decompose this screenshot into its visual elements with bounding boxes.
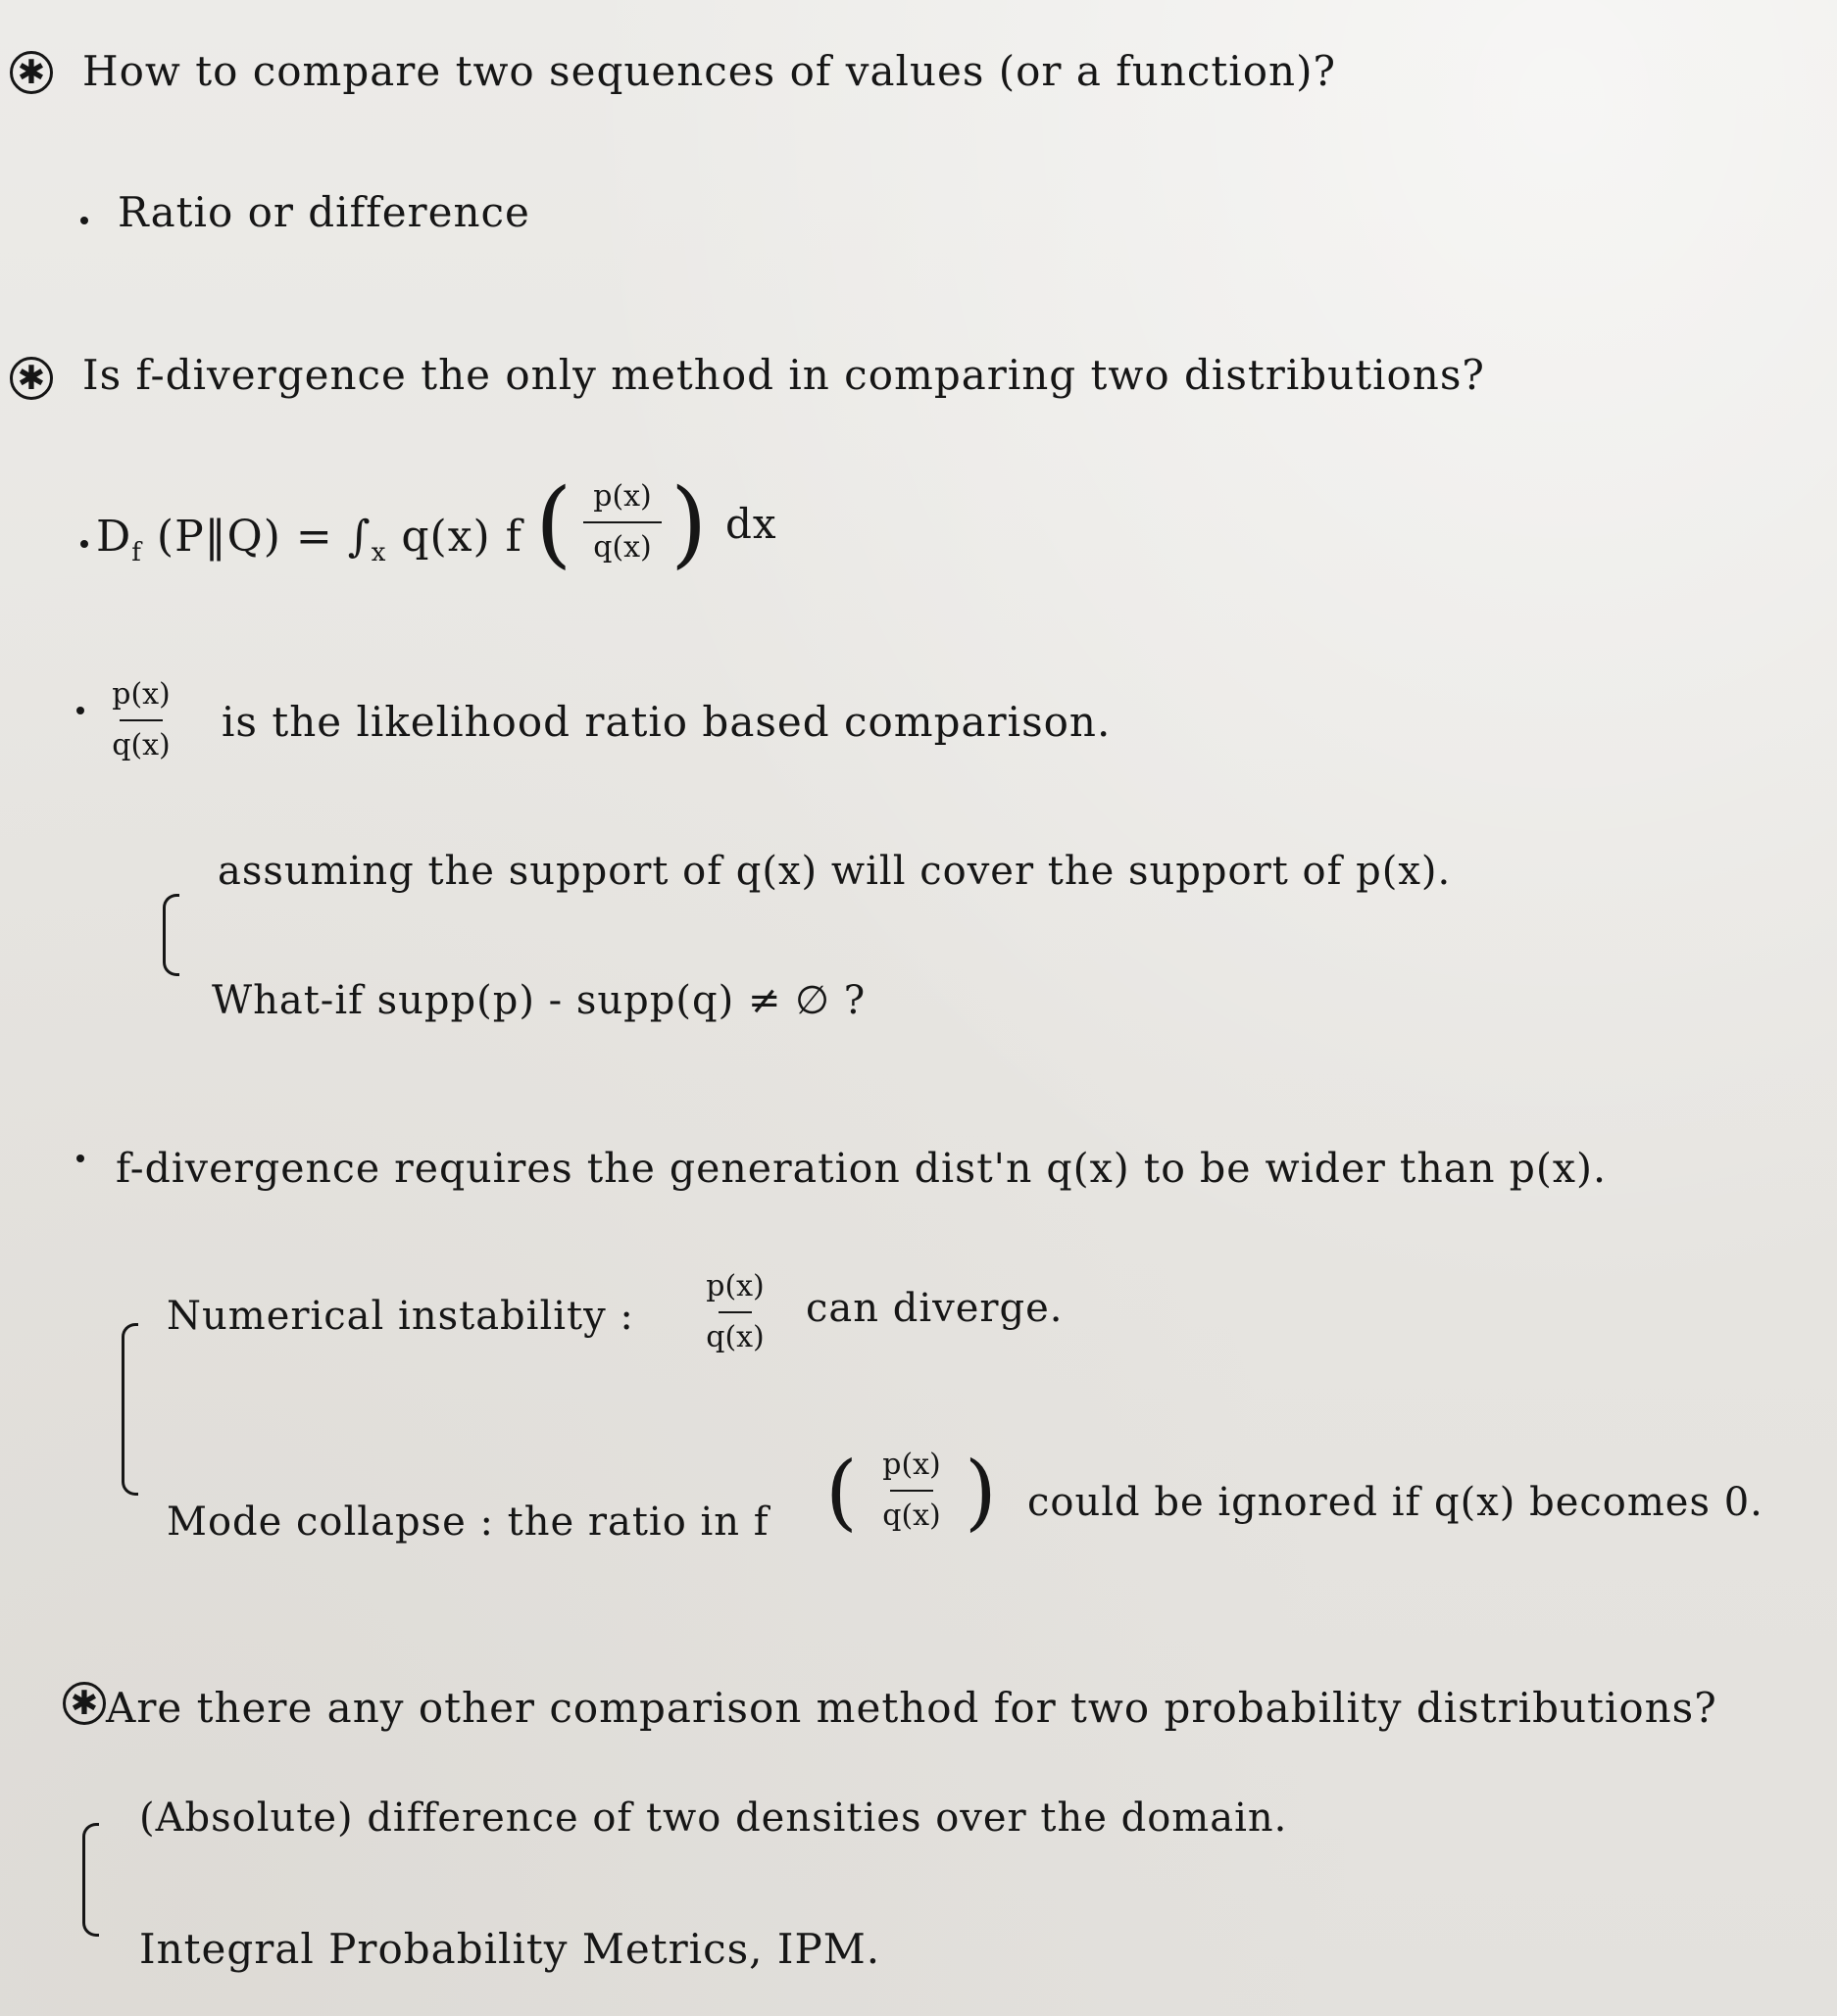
ipm-item: Integral Probability Metrics, IPM. — [139, 1925, 881, 1973]
fraction-bar — [719, 1311, 752, 1313]
bullet-dot — [76, 707, 84, 714]
fraction-denominator: q(x) — [112, 728, 171, 762]
support-assumption: assuming the support of q(x) will cover the support of p(x). — [218, 849, 1452, 894]
bullet-dot — [80, 540, 88, 548]
fraction-bar — [890, 1490, 933, 1492]
asterisk-icon: ✱ — [10, 357, 53, 400]
asterisk-icon: ✱ — [63, 1682, 106, 1725]
bracket — [122, 1323, 138, 1496]
right-parenthesis: ) — [670, 468, 708, 578]
formula-lhs: D — [96, 512, 132, 562]
formula-dx: dx — [725, 500, 777, 548]
likelihood-ratio-text: is the likelihood ratio based comparison. — [222, 698, 1112, 746]
bullet-dot — [80, 217, 88, 224]
right-parenthesis: ) — [965, 1444, 997, 1540]
mode-collapse-fraction — [865, 1447, 959, 1535]
question-1-title: How to compare two sequences of values (or a function)? — [82, 47, 1336, 95]
left-parenthesis: ( — [535, 468, 572, 578]
fraction-numerator: p(x) — [706, 1269, 765, 1303]
fraction-denominator: q(x) — [593, 530, 652, 565]
bullet-dot — [76, 1155, 84, 1162]
question-1-answer: Ratio or difference — [118, 188, 530, 236]
left-parenthesis: ( — [825, 1444, 858, 1540]
question-3-title: Are there any other comparison method for two probability distributions? — [106, 1684, 1717, 1732]
absolute-difference-item: (Absolute) difference of two densities over the domain. — [139, 1795, 1288, 1841]
fraction-numerator: p(x) — [882, 1448, 941, 1482]
mode-collapse-text: could be ignored if q(x) becomes 0. — [1027, 1480, 1763, 1525]
formula-integral-subscript: x — [371, 537, 387, 567]
numerical-instability-text: can diverge. — [806, 1286, 1064, 1331]
fraction-numerator: p(x) — [593, 479, 652, 514]
what-if-question: What-if supp(p) - supp(q) ≠ ∅ ? — [212, 978, 867, 1023]
fraction-denominator: q(x) — [706, 1320, 765, 1354]
formula-q: q(x) f — [401, 512, 522, 562]
bracket — [82, 1823, 99, 1937]
asterisk-icon: ✱ — [10, 51, 53, 94]
fraction-numerator: p(x) — [112, 677, 171, 712]
fraction-bar — [120, 719, 163, 721]
formula-fraction — [578, 478, 667, 566]
formula-args: (P‖Q) = ∫ — [156, 512, 372, 562]
numerical-instability-label: Numerical instability : — [167, 1294, 634, 1339]
mode-collapse-label: Mode collapse : the ratio in f — [167, 1500, 770, 1545]
instability-fraction — [696, 1268, 774, 1356]
fraction-bar — [583, 521, 662, 523]
formula-lhs-subscript: f — [131, 537, 142, 567]
bracket — [163, 894, 179, 976]
question-2-title: Is f-divergence the only method in comparing two distributions? — [82, 351, 1485, 399]
ratio-fraction — [102, 676, 180, 764]
f-divergence-requirement: f-divergence requires the generation dist'n q(x) to be wider than p(x). — [116, 1145, 1608, 1192]
fraction-denominator: q(x) — [882, 1499, 941, 1533]
